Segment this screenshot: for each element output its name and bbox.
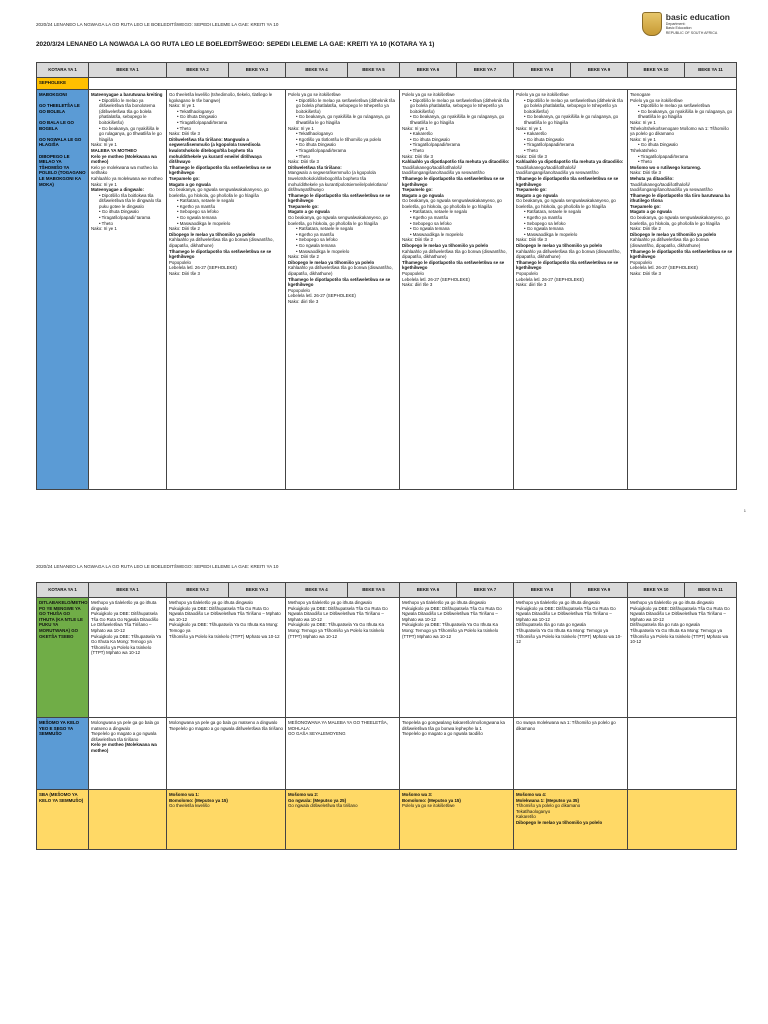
week-cell [89, 790, 167, 850]
sepholeke-row [37, 78, 737, 90]
cell-line: Nako: diiri tše 3 [402, 282, 433, 288]
col-header: BEKE YA 2 [167, 63, 229, 78]
cell-line: Nako: Diiri tše 3 [169, 271, 200, 276]
coat-of-arms-icon [642, 12, 662, 36]
cell-line: Bomolomo: (Meputso ya 15) [402, 797, 461, 803]
cell-line: • Kgetho ya mantšu [524, 215, 563, 221]
cell-line: Polelo ya go se itokišetšwe [516, 92, 569, 97]
cell-line: Tsepelelo go magato a go ngwala taodišo [402, 731, 483, 737]
cell-line: Ditšweletšwa tša tirišano: [288, 164, 342, 170]
page-title: 2020/3/24 LENANEO LA NGWAGA LA GO RUTA LEO LE BOELEDITŠWEGO: SEPEDI LELEME LA GAE: KREITI YA 10 (KOTARA YA 1) [36, 41, 435, 48]
cell-line: Kahlaahlo ya ditšweletšwa tša go bonwa (diswantšho, dipapatšo, dikhathune) [516, 248, 621, 260]
week-cell [628, 718, 737, 790]
skills-label-cell [37, 90, 89, 490]
cell-line: Tsenogare [630, 92, 651, 97]
cell-line: Nako: Diiri tše 2 [402, 237, 433, 243]
cell-line: Nako: Diiri tše 2 [169, 226, 200, 232]
cell-line: Pukuigkolo ya DBE: Ditšhupatsela Tša Go Ruta Go Ngwala Ditaodišo Le Ditšweletšwa Tša Tirišano – Mphato wa 10-12 [169, 605, 281, 622]
cell-line: Mošomo wo o rutilwego kotareng. [630, 164, 701, 170]
cell-line: Methopo ya tlaleletšo ya go ithuta dingwalo [91, 600, 157, 611]
cell-line: Ditšhupatsela tša go ruta go ngwala [516, 622, 586, 628]
cell-line: Dibopego le melao ya tšhomišo ya polelo [516, 243, 603, 249]
cell-line: • Maswaodikga le mopelelo [296, 248, 350, 254]
cell-line: • Ratšatara, setaele le segalo [177, 198, 235, 204]
cell-line: Polelo ya go se itokišetšwe [288, 92, 341, 97]
week-cell [167, 598, 286, 718]
col-header: BEKE YA 5 [348, 63, 400, 78]
week-cell [514, 598, 628, 718]
cell-line: • Kgetho ya mantšu [296, 231, 335, 237]
cell-line: Tlhamego le dipotlapotšo tša setšweletšwa se se kgethilwego [169, 248, 272, 260]
page-2 [0, 550, 768, 1024]
cell-line: Nako: Iri ye 1 [630, 119, 656, 125]
cell-line: • Dipotšišo le melao ya ditšweletšwa tša bonolotema (ditšweletšwa tša go bolela phatlalatša, sebopego le boitokišetšo) [99, 97, 156, 125]
cell-line: Ditšweletšwa tša tirišano: Mangwalo a segwerafisemmušo (a kgopolola tswedisola kwalotshokolo ditebogo/tša bopheto tša mohu/dithekele ya kurant/ emeile/ ditšhwaya ditšhwayo [169, 136, 262, 165]
cell-line: • Theto [524, 147, 538, 153]
cell-line: • Sebopego sa lefoko [410, 220, 452, 226]
cell-line: Tlhamego le dipotlapotšo tša setšweletšwa se se kgethilwego [402, 259, 505, 271]
cell-line: • Go beakanya, go nyakišiša le go rulaganya, go tlhwatliša le go hlagiša [296, 114, 391, 125]
week-cell [400, 90, 514, 490]
cell-line: Go theeletša kwelišo [169, 803, 210, 809]
col-header: BEKE YA 10 [628, 63, 685, 78]
cell-line: • Kakaretšo [524, 131, 547, 137]
cell-line: Lebelela letl. 26-27 (SEPHOLEKE) [516, 276, 584, 282]
sba-label: SBA (MEŠOMO YA KELO YA SEMMUŠO) [37, 790, 89, 850]
cell-line: Kelo ye molekwana wa motheo ka setlhako [91, 164, 158, 176]
cell-line: MEŠONGWANA YA MALEBA YA GO THEELETŠA, MOHLALA: [288, 720, 388, 731]
cell-line: Lebelela letl. 26-27 (SEPHOLEKE) [169, 265, 237, 271]
col-header: BEKE YA 6 [400, 63, 457, 78]
cell-line: Magato a go ngwala [402, 192, 444, 198]
cell-line: • Ratšatara, setaele le segalo [296, 226, 354, 232]
col-header: BEKE YA 11 [685, 63, 737, 78]
cell-line: Nako: Diiri tše 2 [288, 254, 319, 260]
cell-line: • Go beakanya, go nyakišiša le go rulaganya, go tlhwatliša le go hlagiša [524, 114, 619, 125]
page-number: 1 [743, 508, 746, 513]
cell-line: Tsepamelo go: [402, 187, 433, 193]
cell-line: Tsheko/tsheko/tsenogare Mošomo wa 1: Tšhomišo ya polelo go dikamano [630, 125, 729, 137]
cell-line: • Go ithuta Dingwalo [638, 142, 678, 148]
cell-line: Popopolelo [169, 259, 191, 265]
skills-label: GO NGWALA LE GO HLAGIŠA [39, 136, 82, 148]
cell-line: • Kgetho ya mantšu [410, 215, 449, 221]
informal-label: MEŠOMO YA KELO YEO E SEGO YA SEMMUŠO [37, 718, 89, 790]
cell-line: • Go ithuta Dingwalo [296, 142, 336, 148]
cell-line: Kahlaahlo ya dipotlapotšo tša mehuta ya ditaodišo: [516, 159, 624, 165]
week-cell [514, 90, 628, 490]
cell-line: Go beakanya, go ngwala sengwalwakakanyeso, go boeletša, go hlokola, go phošolla le go hlagiša [288, 215, 388, 226]
col-header: BEKE YA 7 [457, 583, 514, 598]
skills-row [37, 90, 737, 490]
cell-line: Nako: Iri ye 1 [402, 125, 428, 131]
cell-line: Lebelela letl. 26-27 (SEPHOLEKE) [402, 276, 470, 282]
cell-line: Popopolelo [288, 287, 310, 293]
week-cell [167, 790, 286, 850]
cell-line: • Maswaodikga le mopelelo [524, 231, 578, 237]
cell-line: Pukuigkolo ya DBE: Ditšhupatsela Tša Go Ruta Go Ngwala Ditaodišo Le Ditšweletšwa Tša Tirišano – Mphato wa 10-12 [91, 611, 159, 633]
cell-line: Tlhamego le dipotlapotšo tša setšweletšwa se se kgethilwego [630, 248, 733, 260]
cell-line: Kelo ye motheo (Molekwana wa motheo) [91, 153, 157, 165]
cell-line: • Maswaodikga le mopelelo [177, 220, 231, 226]
cell-line: Taodišokanego/taodišotlhaloši/ taodišongangišano/taodišo ya seswantšho [402, 164, 485, 176]
cell-line: Nako: Iri ye 1 [516, 125, 542, 131]
cell-line: • Go ngwala temana [410, 226, 450, 232]
cell-line: • Theto [99, 220, 113, 226]
cell-line: • Dipotšišo le melao ya setšweletšwa (ditheknik tša go bolela phatlalatša, sebopego le tshepetšo ya boitokišetšo) [524, 97, 623, 114]
cell-line: Methopo ya tlaleletšo ya go ithuta dingwalo [402, 600, 486, 605]
week-cell [89, 598, 167, 718]
cell-line: Dibopego le melao ya tšhomišo ya polelo [169, 231, 256, 237]
cell-line: • Kakaretšo [410, 131, 433, 137]
cell-line: • Sebopego sa lefoko [524, 220, 566, 226]
cell-line: Dibopego le melao ya tšhomišo ya polelo [630, 231, 717, 237]
cell-line: Tšhupatsela Ya Go Ithuta Ka Mong: Temogo ya [516, 627, 609, 633]
cell-line: Kahlaahlo ya ditšweletšwa tša go bonwa (diswantšho, dipapatšo, dikhathune) [169, 237, 274, 249]
cell-line: • Sebopego sa lefoko [296, 237, 338, 243]
skills-label: GO THEELETŠA LE GO BOLELA [39, 103, 80, 114]
dbe-logo [642, 12, 730, 36]
col-header: BEKE YA 3 [229, 583, 286, 598]
cell-line: • Go ngwala temana [177, 215, 217, 221]
cell-line: • Tiragatšo/papadi/ tarama [99, 215, 151, 221]
cell-line: Lebelela letl. 26-27 (SEPHOLEKE) [630, 265, 698, 271]
cell-line: Molongwana ya pele ga go bala go matseno a dingwalo [91, 720, 160, 731]
cell-line: Tsepelela go gongwalang kakaretšo/mošongwana ka ditšweletšwa tša go bonwa lephephe la 1 [402, 720, 506, 731]
cell-line: Pukuigkolo ya DBE: Tšhupatsela Ya Go Ithuta Ka Mong: Temogo ya Tšhomišo ya Polelo ka tsinkelo (TTPT) Mphato wa 10-12 [402, 622, 499, 639]
cell-line: Popopolelo [402, 271, 424, 276]
cell-line: Tšhomišo ya Polelo ka tsinkelo (TTPT) Mphato wa 10-12 [91, 644, 152, 656]
cell-line: Nako: Diiri tše 3 [169, 131, 200, 137]
week-cell [286, 90, 400, 490]
cell-line: Magato a go ngwala [169, 181, 211, 187]
header-row [37, 583, 737, 598]
cell-line: Methopo ya tlaleletšo ya go ithuta dingwalo [288, 600, 372, 605]
cell-line: • Sebopego sa lefoko [177, 209, 219, 215]
running-header: 2020/24 LENANEO LA NGWAGA LA GO RUTA LEO LE BOELEDITŠWEGO: SEPEDI LELEME LA GAE: KREITI YA 10 [36, 564, 279, 569]
cell-line: MALEBA YA MOTHEO [91, 147, 137, 153]
cell-line: Pukuigkolo ya DBE: Ditšhupatsela Tša Go Ruta Go Ngwala Ditaodišo Le Ditšweletšwa Tša Tirišano – Mphato wa 10-12 [402, 605, 502, 622]
week-cell [286, 718, 400, 790]
cell-line: • Theto [638, 159, 652, 165]
cell-line: Go ngwala: (Meputso ya 25) [288, 797, 347, 803]
cell-line: • Go ithuta Dingwalo [99, 209, 139, 215]
col-header: BEKE YA 2 [167, 583, 229, 598]
cell-line: Go ngwala ditšweletšwa tša tirišano [288, 803, 358, 809]
cell-line: • Tiragatšo/papadi/terama [524, 142, 575, 148]
cell-line: Mateenyagae a barutwana kreiting [91, 92, 163, 97]
cell-line: Nako: Diiri tše 3 [630, 170, 661, 176]
cell-line: Tekatlhaologanyo [516, 808, 551, 814]
cell-line: Tlhamego le dipotlapotšo tša setšweletšwa se se kgethilwego [288, 192, 391, 204]
cell-line: Go beakanya, go ngwala sengwalwakakanyeso, go boeletša, go hlokola, go phošolla le go hlagiša [402, 198, 502, 209]
cell-line: Nako: Iri ye 1 [91, 226, 117, 232]
cell-line: Tšhomišo ya Polelo ka tsinkelo (TTPT) Mphato wa 10-12 [516, 633, 622, 645]
cell-line: Nako: diiri tše 3 [288, 298, 319, 304]
col-header: BEKE YA 8 [514, 63, 571, 78]
week-cell [400, 598, 514, 718]
header-row [37, 63, 737, 78]
col-header: BEKE YA 4 [286, 583, 348, 598]
cell-line: Mošomo wa 3: [402, 792, 433, 797]
cell-line: Go beakanya, go ngwala sengwalwakakanyeso, go boeletša, go hlokola, go phošolla le go hlagiša [169, 187, 269, 198]
cell-line: • Go beakanya, go nyakišiša le go rulaganya, go tlhwatliša le go hlagiša [410, 114, 505, 125]
cell-line: Polelo ya go se itokišetšwe [630, 97, 683, 103]
cell-line: Tlhamego le dipotlapotšo tša setšweletšwa se se kgethilwego [402, 175, 505, 187]
cell-line: Polelo ya go se itokišetšwe [402, 803, 455, 809]
cell-line: Kahlaahlo ya ditšweletšwa tša go bonwa (diswantšho, dipapatšo, dikhathune) [630, 237, 709, 249]
logo-sub-3: REPUBLIC OF SOUTH AFRICA [665, 30, 718, 35]
cell-line: Nako: Iri ye 1 [630, 136, 656, 142]
resources-row [37, 598, 737, 718]
cell-line: Kahlaahlo ya ditšweletšwa tša go bonwa (diswantšho, dipapatšo, dikhathune) [402, 248, 507, 260]
cell-line: Mateenyagae a dingwalo: [91, 187, 144, 193]
cell-line: • Go beakanya, go nyakišiša le go rulaganya, go tlhwatliša le go hlagiša [638, 108, 733, 120]
logo-main-text: basic education [665, 12, 730, 23]
week-cell [286, 598, 400, 718]
week-cell [89, 90, 167, 490]
col-header: KOTARA YA 1 [37, 583, 89, 598]
col-header: BEKE YA 5 [348, 583, 400, 598]
week-cell [167, 718, 286, 790]
cell-line: Nako: Diiri tše 2 [630, 226, 661, 232]
col-header: BEKE YA 10 [628, 583, 685, 598]
cell-line: Tšhomišo ya Polelo ka tsinkelo (TTPT) Mphato wa 10-12 [630, 633, 729, 645]
cell-line: Nako: Iri ye 1 [169, 103, 195, 109]
cell-line: Tshekatsheko [630, 147, 657, 153]
running-header: 2020/24 LENANEO LA NGWAGA LA GO RUTA LEO LE BOELEDITŠWEGO: SEPEDI LELEME LA GAE: KREITI YA 10 [36, 22, 279, 27]
col-header: BEKE YA 7 [457, 63, 514, 78]
cell-line: • Dipotšišo le melao ya setšweletšwa [638, 103, 710, 109]
resources-label: DITLABAKELO/METHO PO YE MENGWE YA GO THUŠA GO ITHUTA (KA NTLE LE PUKU YA MORUTWANA) GO OKETŠA TSEBO [37, 598, 89, 718]
cell-line: Popopolelo [630, 259, 652, 265]
cell-line: Tlhamego le dipotlapotšo tša setšweletšwa se se kgethilwego [516, 259, 619, 271]
col-header: BEKE YA 6 [400, 583, 457, 598]
cell-line: • Go ithuta Dingwalo [410, 136, 450, 142]
cell-line: Tsepelelo go magato a go ngwala ditšweletšwa tša tirišano [91, 731, 157, 742]
cell-line: Go beakanya, go ngwala sengwalwakakanyeso, go boeletša, go hlokola, go phošolla le go hlagiša [516, 198, 616, 209]
cell-line: Kahlaahlo ya molekwana we motheo [91, 175, 163, 181]
cell-line: Mehuta ya ditaodišo: [630, 175, 674, 181]
cell-line: Nako: diiri tše 3 [516, 282, 547, 288]
cell-line: • Theto [296, 153, 310, 159]
cell-line: Nako: Iri ye 1 [91, 142, 117, 148]
plan-table-p2 [36, 582, 737, 850]
cell-line: Pukuigkolo ya DBE: Ditšhupatsela Tša Go Ruta Go Ngwala Ditaodišo Le Ditšweletšwa Tša Tirišano – Mphato wa 10-12 [516, 605, 616, 622]
cell-line: • Ratšatara, setaele le segalo [410, 209, 468, 215]
col-header: BEKE YA 1 [89, 583, 167, 598]
week-cell [628, 90, 737, 490]
cell-line: Popopolelo [516, 271, 538, 276]
week-cell [628, 598, 737, 718]
cell-line: Tlhamego le dipotlapotšo tša setšweletšwa se se kgethilwego [516, 175, 619, 187]
cell-line: Go swaya molekwana wa 1: Tšhomišo ya polelo go dikamano [516, 720, 616, 731]
week-cell [167, 90, 286, 490]
col-header: BEKE YA 4 [286, 63, 348, 78]
sba-row [37, 790, 737, 850]
cell-line: Tsepamelo go: [169, 175, 200, 181]
cell-line: Nako: Diiri tše 3 [402, 153, 433, 159]
cell-line: • Go ithuta Dingwalo [524, 136, 564, 142]
cell-line: Magato a go ngwala [630, 209, 672, 215]
cell-line: Magato a go ngwala [516, 192, 558, 198]
cell-line: Mošomo wa 2: [288, 792, 319, 797]
logo-sub-1: Department: [665, 22, 686, 27]
week-cell [628, 790, 737, 850]
cell-line: Tšhupatsela Ya Go Ithuta Ka Mong: Temogo ya [630, 627, 723, 633]
cell-line: Tlhamego le dipotlapotšo tša setšweletšwa se se kgethilwego [288, 276, 391, 288]
skills-label: MABOKGONI [39, 92, 67, 97]
cell-line: Nako: Diiri tše 3 [288, 159, 319, 165]
cell-line: • Kgotlišo ya tlotlontšu le tšhomišo ya polelo [296, 136, 382, 142]
cell-line: Kahlaahlo ya ditšweletšwa tša go bonwa (diswantšho, dipapatšo, dikhathune) [288, 265, 393, 276]
cell-line: Kahlaahlo ya dipotlapotšo tša mehuta ya ditaodišo: [402, 159, 510, 165]
cell-line: Taodišokanego/taodišotlhaloši/ taodišongangišano/taodišo ya seswantšho [630, 181, 713, 193]
logo-sub-2: Basic Education [665, 26, 692, 31]
cell-line: • Maswaodikga le mopelelo [410, 231, 464, 237]
col-header: BEKE YA 1 [89, 63, 167, 78]
cell-line: Pukuigkolo ya DBE: Tšhupatsela Ya Go Ithuta Ka Mong: Temogo ya Tšhomišo ya Polelo ka tsinkelo (TTPT) Mphato wa 10-12 [288, 622, 385, 639]
skills-label: GO BALA LE GO BOGELA [39, 119, 74, 131]
cell-line: • Tiragatšo/papadi/terama [296, 147, 347, 153]
week-cell [514, 790, 628, 850]
cell-line: • Tiragatšo/papadi/terama [410, 142, 461, 148]
plan-table-p1 [36, 62, 737, 490]
cell-line: Go theeletša kwelišo (tshedimošo, tlekelo, tlatšego le kgokagano le tše bangwe) [169, 92, 273, 103]
cell-line: Kakaretšo [516, 814, 536, 820]
col-header: BEKE YA 8 [514, 583, 571, 598]
cell-line: Tlhamego le dipotlapotšo tša tiiro barutwana ba ithutilego tšona [630, 192, 730, 204]
sepholeke-label: SEPHOLEKE [37, 78, 89, 90]
col-header: KOTARA YA 1 [37, 63, 89, 78]
cell-line: Tšhomišo ya Polelo ka tsinkelo (TTPT) Mphato wa 10-12 [169, 633, 280, 639]
cell-line: Kelo ye motheo (Molekwana wa motheo) [91, 742, 157, 753]
cell-line: Polelo ya go se itokišetšwe [402, 92, 455, 97]
col-header: BEKE YA 3 [229, 63, 286, 78]
cell-line: Bomolomo: (Meputso ya 15) [169, 797, 228, 803]
cell-line: Pukuigkolo ya DBE: Tšhupatsela Ya Go Ithuta Ka Mong: Temogo ya [91, 633, 162, 645]
cell-line: Nako: Diiri tše 3 [630, 271, 661, 276]
cell-line: Dibopego le melao ya tšhomišo ya polelo [288, 259, 375, 265]
cell-line: Mangwalo a segwerafisemmušo (a kgopolola tswelotshokolo/ditebogo/tša bopheto tša mohu/dithekele ya kurant/polotsiemeile/polelotlano/ ditšhwayatšhwayo [288, 170, 388, 193]
cell-line: • Dipotšišo le melao ya setšweletšwa (ditheknik tša go bolela phatlalatša, sebopego le tshepetšo ya boitokišetšo) [410, 97, 509, 114]
cell-line: • Go ithuta Dingwalo [177, 114, 217, 120]
cell-line: Methopo ya tlaleletšo ya go ithuta dingwalo [169, 600, 253, 605]
cell-line: Magato a go ngwala [288, 209, 330, 215]
cell-line: Nako: Iri ye 1 [288, 125, 314, 131]
cell-line: • Tekatlhaologanyo [177, 108, 214, 114]
cell-line: • Theto [177, 125, 191, 131]
week-cell [286, 790, 400, 850]
cell-line: Ditšhupatsela tša go ruta go ngwala [630, 622, 700, 628]
cell-line: • Go ngwala temana [296, 243, 336, 249]
cell-line: • Theto [410, 147, 424, 153]
week-cell [400, 718, 514, 790]
cell-line: Nako: Diiri tše 3 [516, 153, 547, 159]
week-cell [400, 790, 514, 850]
cell-line: Lebelela letl. 26-27 (SEPHOLEKE) [288, 293, 356, 299]
cell-line: • Dipotšišo le melao ya setšweletšwa (ditheknik tša go bolela phatlalatša, sebopego le tshepetšo ya boitokišetšo) [296, 97, 395, 114]
cell-line: • Go ngwala temana [524, 226, 564, 232]
skills-label: DIBOPEGO LE MELAO YA TŠHOMIŠO YA POLELO (TOGAGANO LE MABOKGONI KA MOKA) [39, 153, 86, 187]
cell-line: Mošomo wa 1: [169, 792, 200, 797]
cell-line: Methopo ya tlaleletšo ya go ithuta dingwalo [630, 600, 714, 605]
cell-line: Tsepamelo go: [516, 187, 547, 193]
cell-line: Go beakanya, go ngwala sengwalwakakanyeso, go boeletša, go hlokola, go phošolla le go hlagiša [630, 215, 730, 226]
week-cell [514, 718, 628, 790]
cell-line: • Ratšatara, setaele le segalo [524, 209, 582, 215]
cell-line: Molongwana ya pele ga go bala go matseno a dingwalo [169, 720, 278, 725]
cell-line: • Kgetho ya mantšu [177, 203, 216, 209]
col-header: BEKE YA 9 [571, 63, 628, 78]
cell-line: Dibopego le melao ya tšhomišo ya polelo [516, 819, 603, 825]
cell-line: Dibopego le melao ya tšhomišo ya polelo [402, 243, 489, 249]
cell-line: Pukuigkolo ya DBE: Ditšhupatsela Tša Go Ruta Go Ngwala Ditaodišo Le Ditšweletšwa Tša Tirišano – Mphato wa 10-12 [630, 605, 730, 622]
cell-line: Tlhamego le dipotlapotšo tša setšweletšwa se se kgethilwego [169, 164, 272, 176]
col-header: BEKE YA 11 [685, 583, 737, 598]
col-header: BEKE YA 9 [571, 583, 628, 598]
cell-line: Mošomo wa 4: [516, 792, 547, 797]
informal-row [37, 718, 737, 790]
cell-line: Tsepamelo go: [630, 203, 661, 209]
cell-line: • Tekatlhaologanyo [296, 131, 333, 137]
cell-line: Nako: Diiri tše 3 [516, 237, 547, 243]
cell-line: Methopo ya tlaleletšo ya go ithuta dingwalo [516, 600, 600, 605]
cell-line: Tšhomišo ya polelo go dikamano [516, 803, 581, 809]
cell-line: Nako: Iri ye 1 [91, 181, 117, 187]
cell-line: • Go beakanya, go nyakišiša le go rulaganya, go tlhwatliša le go hlagiša [99, 125, 162, 142]
cell-line: Tsepelelo go magato a go ngwala ditšweletšwa tša tirišano [169, 725, 283, 731]
sepholeke-spacer [89, 78, 737, 90]
cell-line: GO GAŠA SEYALEMOYENG [288, 731, 346, 737]
week-cell [89, 718, 167, 790]
cell-line: Tsepamelo go: [288, 203, 319, 209]
cell-line: Pukuigkolo ya DBE: Ditšhupatsela Tša Go Ruta Go Ngwala Ditaodišo Le Ditšweletšwa Tša Tirišano – Mphato wa 10-12 [288, 605, 388, 622]
cell-line: Pukuigkolo ya DBE: Tšhupatsela Ya Go Ithuta Ka Mong: Temogo ya [169, 622, 279, 633]
cell-line: Molekwana 1: (Meputso ya 35) [516, 797, 579, 803]
cell-line: • Dipotšišo tša boitlokwa tša ditšweletšwa tša le dingwalo tša puku gotee le dingwalo [99, 192, 162, 209]
cell-line: • Tiragatšo/papadi/terama [638, 153, 689, 159]
cell-line: Taodišokanego/taodišotlhaloši/ taodišongangišano/taodišo ya seswantšho [516, 164, 599, 176]
cell-line: • Tiragatšo/papadi/terama [177, 119, 228, 125]
